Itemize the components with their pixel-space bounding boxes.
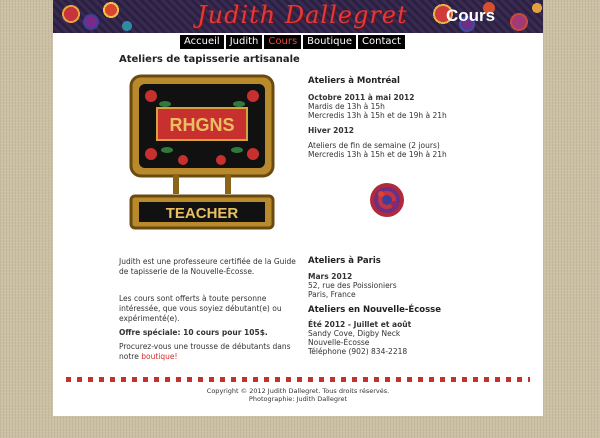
kit-line-1: Procurez-vous une trousse de débutants dans	[119, 342, 291, 351]
paris-address-2: Paris, France	[308, 290, 356, 299]
footer	[53, 387, 543, 403]
nav-item-judith[interactable]: Judith	[226, 35, 263, 49]
ns-address-2: Nouvelle-Écosse	[308, 338, 370, 347]
ns-date: Été 2012 - Juillet et août	[308, 320, 412, 329]
montreal-period-1: Octobre 2011 à mai 2012	[308, 93, 415, 102]
courses-line-2: intéressée, que vous soyiez débutant(e) ou	[119, 304, 282, 313]
section-title: Cours	[446, 6, 496, 25]
ns-address-1: Sandy Cove, Digby Neck	[308, 329, 401, 338]
photo-credit: Photographie: Judith Dallegret	[248, 395, 348, 403]
nav-item-contact[interactable]: Contact	[358, 35, 405, 49]
pin-top-label: RHGNS	[169, 115, 235, 135]
montreal-p1-line-2: Mercredis 13h à 15h et de 19h à 21h	[308, 111, 447, 120]
courses-line-3: expérimenté(e).	[119, 314, 180, 323]
montreal-p1-line-1: Mardis de 13h à 15h	[308, 102, 385, 111]
brooch-image	[367, 180, 407, 220]
intro-line-2: de tapisserie de la Nouvelle-Écosse.	[119, 267, 255, 276]
kit-line-2	[119, 352, 177, 362]
page-container	[53, 0, 543, 416]
page-heading: Ateliers de tapisserie artisanale	[119, 54, 300, 65]
main-nav	[180, 35, 405, 49]
ns-phone: Téléphone (902) 834-2218	[308, 347, 408, 356]
copyright-text: Copyright © 2012 Judith Dallegret. Tous droits réservés.	[206, 387, 390, 395]
paris-heading: Ateliers à Paris	[308, 256, 381, 266]
teacher-pin-image	[127, 74, 277, 244]
montreal-period-2: Hiver 2012	[308, 126, 355, 135]
nav-item-accueil[interactable]: Accueil	[180, 35, 224, 49]
nav-item-cours[interactable]: Cours	[264, 35, 301, 49]
kit-line-2-prefix: notre	[119, 352, 139, 361]
dotted-divider	[66, 377, 530, 382]
boutique-link[interactable]: boutique!	[141, 352, 178, 361]
intro-line-1: Judith est une professeure certifiée de la Guide	[119, 257, 296, 266]
paris-address-1: 52, rue des Poissioniers	[308, 281, 397, 290]
nav-item-boutique[interactable]: Boutique	[303, 35, 356, 49]
ns-heading: Ateliers en Nouvelle-Écosse	[308, 305, 441, 315]
montreal-heading: Ateliers à Montréal	[308, 76, 400, 86]
header-banner	[53, 0, 543, 33]
pin-bottom-label: TEACHER	[165, 205, 239, 222]
special-offer: Offre spéciale: 10 cours pour 105$.	[119, 328, 268, 337]
courses-line-1: Les cours sont offerts à toute personne	[119, 294, 267, 303]
site-logo[interactable]: Judith Dallegret	[197, 1, 408, 29]
montreal-p2-line-2: Mercredis 13h à 15h et de 19h à 21h	[308, 150, 447, 159]
montreal-p2-line-1: Ateliers de fin de semaine (2 jours)	[308, 141, 440, 150]
paris-date: Mars 2012	[308, 272, 353, 281]
